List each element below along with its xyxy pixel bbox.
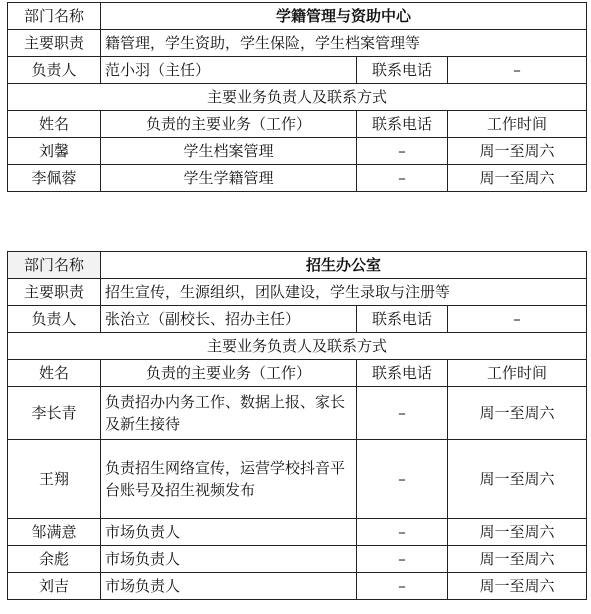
col-header-time: 工作时间 xyxy=(448,111,587,138)
col-header-task: 负责的主要业务（工作） xyxy=(101,360,357,387)
row-name: 刘吉 xyxy=(8,573,101,600)
row-task: 负责招生网络宣传，运营学校抖音平台账号及招生视频发布 xyxy=(101,440,357,519)
phone-value: – xyxy=(448,306,587,333)
duty-row xyxy=(8,279,587,306)
col-header-phone: 联系电话 xyxy=(357,111,448,138)
row-phone: – xyxy=(357,387,448,440)
row-time: 周一至周六 xyxy=(448,440,587,519)
row-time: 周一至周六 xyxy=(448,519,587,546)
col-header-task: 负责的主要业务（工作） xyxy=(101,111,357,138)
row-phone: – xyxy=(357,519,448,546)
row-task: 学生学籍管理 xyxy=(101,165,357,192)
duty-row xyxy=(8,30,587,57)
section-title: 主要业务负责人及联系方式 xyxy=(8,84,587,111)
row-name: 李佩蓉 xyxy=(8,165,101,192)
phone-value: – xyxy=(448,57,587,84)
department-table-student-status xyxy=(7,2,587,192)
row-task: 市场负责人 xyxy=(101,519,357,546)
col-header-phone: 联系电话 xyxy=(357,360,448,387)
table-row xyxy=(8,440,587,519)
row-phone: – xyxy=(357,165,448,192)
duty-value: 籍管理，学生资助，学生保险，学生档案管理等 xyxy=(101,30,587,57)
head-value: 张治立（副校长、招办主任） xyxy=(101,306,357,333)
phone-label: 联系电话 xyxy=(357,306,448,333)
duty-label: 主要职责 xyxy=(8,30,101,57)
row-time: 周一至周六 xyxy=(448,138,587,165)
head-row xyxy=(8,306,587,333)
row-phone: – xyxy=(357,440,448,519)
duty-value: 招生宣传，生源组织，团队建设，学生录取与注册等 xyxy=(101,279,587,306)
col-header-name: 姓名 xyxy=(8,360,101,387)
column-header-row xyxy=(8,360,587,387)
row-name: 李长青 xyxy=(8,387,101,440)
dept-value: 招生办公室 xyxy=(101,252,587,279)
row-task: 学生档案管理 xyxy=(101,138,357,165)
row-task: 负责招办内务工作、数据上报、家长及新生接待 xyxy=(101,387,357,440)
row-phone: – xyxy=(357,573,448,600)
table-row xyxy=(8,519,587,546)
head-label: 负责人 xyxy=(8,57,101,84)
row-time: 周一至周六 xyxy=(448,387,587,440)
table-row xyxy=(8,165,587,192)
row-time: 周一至周六 xyxy=(448,165,587,192)
row-time: 周一至周六 xyxy=(448,573,587,600)
table-row xyxy=(8,387,587,440)
row-task: 市场负责人 xyxy=(101,573,357,600)
row-time: 周一至周六 xyxy=(448,546,587,573)
head-value: 范小羽（主任） xyxy=(101,57,357,84)
col-header-name: 姓名 xyxy=(8,111,101,138)
table-row xyxy=(8,546,587,573)
row-phone: – xyxy=(357,546,448,573)
section-title-row xyxy=(8,84,587,111)
department-table-admissions xyxy=(7,251,587,600)
dept-row xyxy=(8,252,587,279)
duty-label: 主要职责 xyxy=(8,279,101,306)
dept-value: 学籍管理与资助中心 xyxy=(101,3,587,30)
head-row xyxy=(8,57,587,84)
dept-row xyxy=(8,3,587,30)
dept-label: 部门名称 xyxy=(8,3,101,30)
row-name: 邹满意 xyxy=(8,519,101,546)
section-title: 主要业务负责人及联系方式 xyxy=(8,333,587,360)
section-title-row xyxy=(8,333,587,360)
row-name: 王翔 xyxy=(8,440,101,519)
row-name: 余彪 xyxy=(8,546,101,573)
row-task: 市场负责人 xyxy=(101,546,357,573)
table-row xyxy=(8,138,587,165)
row-name: 刘馨 xyxy=(8,138,101,165)
col-header-time: 工作时间 xyxy=(448,360,587,387)
row-phone: – xyxy=(357,138,448,165)
phone-label: 联系电话 xyxy=(357,57,448,84)
column-header-row xyxy=(8,111,587,138)
head-label: 负责人 xyxy=(8,306,101,333)
dept-label: 部门名称 xyxy=(8,252,101,279)
table-row xyxy=(8,573,587,600)
